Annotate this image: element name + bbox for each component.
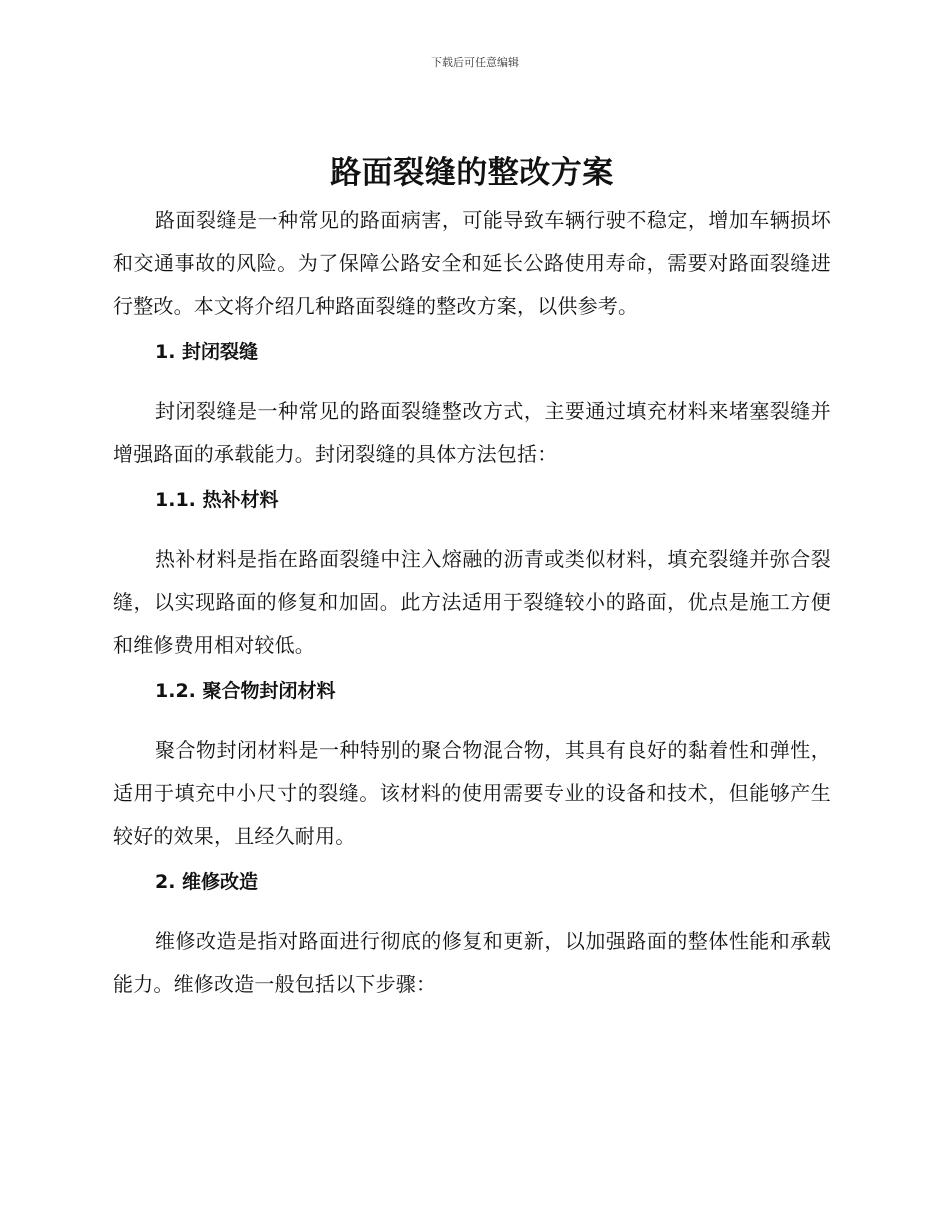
document-title: 路面裂缝的整改方案 — [330, 155, 614, 191]
section-paragraph-1-2: 聚合物封闭材料是一种特别的聚合物混合物，其具有良好的黏着性和弹性，适用于填充中小尺寸的裂缝。该材料的使用需要专业的设备和技术，但能够产生较好的效果，且经久耐用。 — [113, 738, 831, 848]
header-note: 下载后可任意编辑 — [431, 56, 519, 69]
section-paragraph-1: 封闭裂缝是一种常见的路面裂缝整改方式，主要通过填充材料来堵塞裂缝并增强路面的承载能力。封闭裂缝的具体方法包括： — [113, 399, 831, 466]
section-heading-1: 1. 封闭裂缝 — [155, 341, 259, 363]
section-paragraph-1-1: 热补材料是指在路面裂缝中注入熔融的沥青或类似材料，填充裂缝并弥合裂缝，以实现路面的修复和加固。此方法适用于裂缝较小的路面，优点是施工方便和维修费用相对较低。 — [113, 547, 831, 657]
document-body — [113, 150, 831, 1006]
section-heading-1-2: 1.2. 聚合物封闭材料 — [155, 680, 336, 702]
section-paragraph-2: 维修改造是指对路面进行彻底的修复和更新，以加强路面的整体性能和承载能力。维修改造一般包括以下步骤： — [113, 929, 831, 996]
section-heading-1-1: 1.1. 热补材料 — [155, 489, 279, 511]
intro-paragraph: 路面裂缝是一种常见的路面病害，可能导致车辆行驶不稳定，增加车辆损坏和交通事故的风险。为了保障公路安全和延长公路使用寿命，需要对路面裂缝进行整改。本文将介绍几种路面裂缝的整改方案，以供参考。 — [113, 208, 831, 318]
section-heading-2: 2. 维修改造 — [155, 871, 259, 893]
